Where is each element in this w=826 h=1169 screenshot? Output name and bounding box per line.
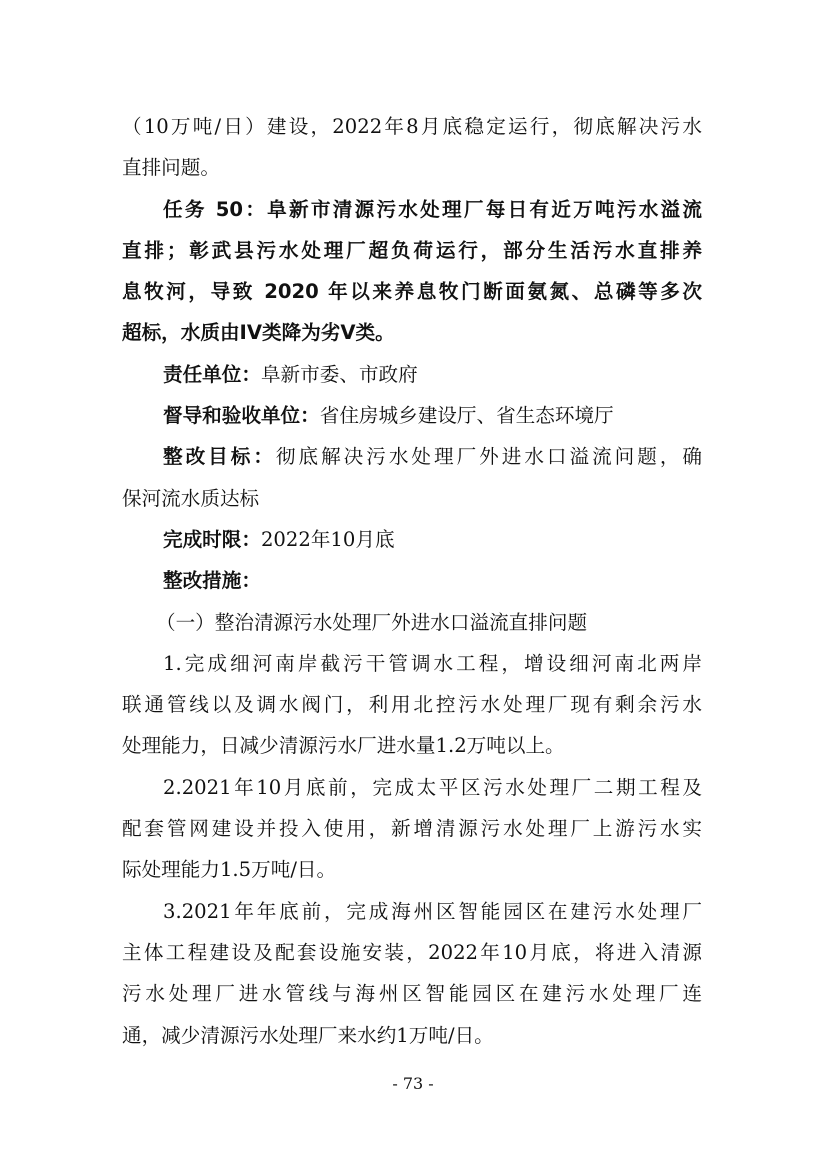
field-label: 整改措施： xyxy=(163,569,261,593)
text-line: 主体工程建设及配套设施安装，2022年10月底，将进入清源 xyxy=(122,940,702,964)
page-number: - 73 - xyxy=(392,1074,434,1093)
field-value: 阜新市委、市政府 xyxy=(260,362,418,386)
text-line: 保河流水质达标 xyxy=(122,486,260,510)
document-body xyxy=(122,106,702,1056)
text-line: 1.完成细河南岸截污干管调水工程，增设细河南北两岸 xyxy=(163,651,702,675)
text-line: 处理能力，日减少清源污水厂进水量1.2万吨以上。 xyxy=(122,734,565,758)
field-label: 督导和验收单位： xyxy=(163,404,320,428)
text-line: 联通管线以及调水阀门，利用北控污水处理厂现有剩余污水 xyxy=(122,693,702,717)
field-label: 完成时限： xyxy=(163,527,261,551)
task-heading-line: 任务 50：阜新市清源污水处理厂每日有近万吨污水溢流 xyxy=(163,197,702,221)
section-heading: （一）整治清源污水处理厂外进水口溢流直排问题 xyxy=(156,610,588,634)
field-value: 2022年10月底 xyxy=(260,527,395,551)
text-line: 直排问题。 xyxy=(122,156,220,180)
deadline xyxy=(122,519,702,560)
task-heading-line: 息牧河，导致 2020 年以来养息牧门断面氨氮、总磷等多次 xyxy=(122,280,702,304)
text-line: 通，减少清源污水处理厂来水约1万吨/日。 xyxy=(122,1023,494,1047)
text-line: 际处理能力1.5万吨/日。 xyxy=(122,858,337,882)
responsible-unit xyxy=(122,354,702,395)
field-value: 彻底解决污水处理厂外进水口溢流问题，确 xyxy=(275,445,703,469)
text-line: 污水处理厂进水管线与海州区智能园区在建污水处理厂连 xyxy=(122,982,702,1006)
text-line: 2.2021年10月底前，完成太平区污水处理厂二期工程及 xyxy=(163,775,702,799)
supervision-unit xyxy=(122,395,702,436)
text-line: 3.2021年年底前，完成海州区智能园区在建污水处理厂 xyxy=(163,899,702,923)
field-label: 整改目标： xyxy=(163,445,276,469)
rectification-goal xyxy=(122,436,702,477)
task-heading-line: 直排；彰武县污水处理厂超负荷运行，部分生活污水直排养 xyxy=(122,238,702,262)
measures-heading xyxy=(122,560,702,601)
task-heading-line: 超标，水质由IV类降为劣V类。 xyxy=(122,321,395,345)
field-value: 省住房城乡建设厅、省生态环境厅 xyxy=(319,404,614,428)
field-label: 责任单位： xyxy=(163,362,261,386)
text-line: （10万吨/日）建设，2022年8月底稳定运行，彻底解决污水 xyxy=(122,115,702,138)
text-line: 配套管网建设并投入使用，新增清源污水处理厂上游污水实 xyxy=(122,817,702,841)
